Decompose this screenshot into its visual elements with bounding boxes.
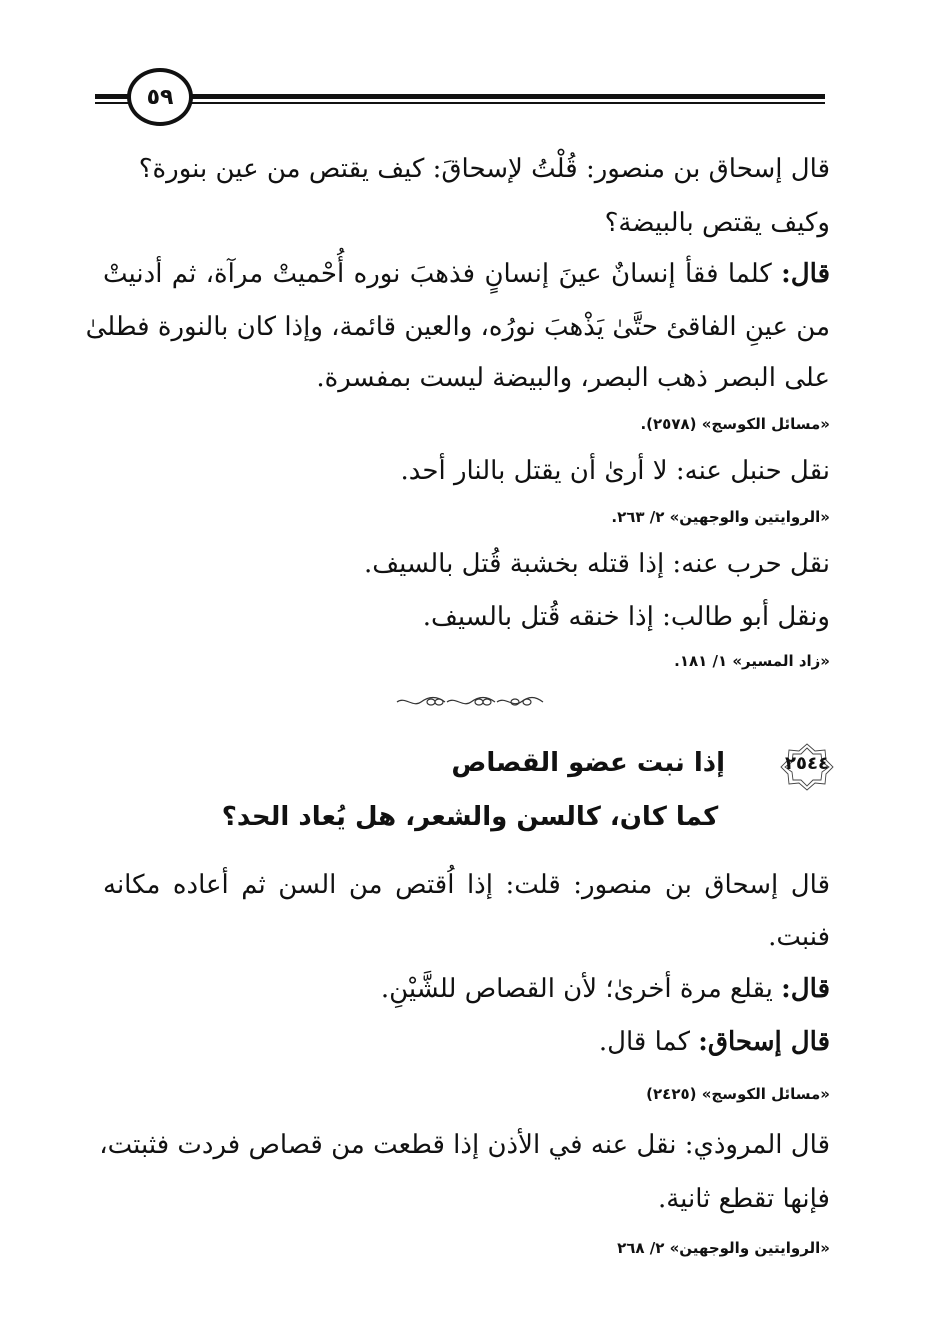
paragraph-text: كلما فقأ إنسانٌ عينَ إنسانٍ فذهبَ نوره أُحْميتْ مرآة، ثم أدنيتْ: [103, 259, 782, 289]
source-citation: «مسائل الكوسج» (٢٤٢٥): [646, 1085, 830, 1103]
chapter-heading: [100, 742, 835, 792]
page-number-badge: [127, 68, 193, 126]
chapter-title: إذا نبت عضو القصاص: [451, 748, 725, 778]
page-header: [95, 68, 825, 128]
paragraph-line: على البصر ذهب البصر، والبيضة ليست بمفسرة.: [316, 363, 830, 393]
paragraph-text: كما قال.: [598, 1027, 699, 1057]
speaker-label: قال:: [781, 259, 830, 289]
paragraph-line: من عينِ الفاقئ حتَّىٰ يَذْهبَ نورُه، والعين قائمة، وإذا كان بالنورة فطلىٰ: [85, 312, 830, 342]
paragraph-line: فإنها تقطع ثانية.: [657, 1184, 830, 1214]
source-citation: «زاد المسير» ١/ ١٨١.: [674, 652, 830, 670]
paragraph-line: وكيف يقتص بالبيضة؟: [604, 208, 830, 238]
chapter-number: ٢٥٤٤: [785, 753, 829, 774]
header-rule-thick: [95, 94, 825, 99]
source-citation: «مسائل الكوسج» (٢٥٧٨).: [640, 415, 830, 433]
paragraph-line: [599, 1022, 830, 1062]
source-citation: «الروايتين والوجهين» ٢/ ٢٦٨: [617, 1239, 830, 1257]
paragraph-line: قال إسحاق بن منصور: قُلْتُ لإسحاقَ: كيف يقتص من عين بنورة؟: [138, 154, 830, 184]
paragraph-line: [381, 969, 830, 1009]
paragraph-line: قال إسحاق بن منصور: قلت: إذا اُقتص من السن ثم أعاده مكانه: [103, 870, 830, 900]
source-citation: «الروايتين والوجهين» ٢/ ٢٦٣.: [611, 508, 830, 526]
ornament-divider-icon: [395, 694, 545, 710]
speaker-label: قال إسحاق:: [698, 1027, 830, 1057]
paragraph-line: [103, 254, 830, 294]
paragraph-text: يقلع مرة أخرىٰ؛ لأن القصاص للشَّيْنِ.: [380, 974, 782, 1004]
chapter-subtitle: كما كان، كالسن والشعر، هل يُعاد الحد؟: [221, 802, 719, 832]
speaker-label: قال:: [781, 974, 830, 1004]
paragraph-line: ونقل أبو طالب: إذا خنقه قُتل بالسيف.: [422, 602, 830, 632]
paragraph-line: نقل حرب عنه: إذا قتله بخشبة قُتل بالسيف.: [364, 549, 830, 579]
header-rule-thin: [95, 102, 825, 104]
paragraph-line: فنبت.: [768, 922, 830, 952]
paragraph-line: نقل حنبل عنه: لا أرىٰ أن يقتل بالنار أحد.: [400, 456, 830, 486]
page-number: ٥٩: [146, 84, 174, 110]
paragraph-line: قال المروذي: نقل عنه في الأذن إذا قطعت من قصاص فردت فثبتت،: [99, 1130, 830, 1160]
